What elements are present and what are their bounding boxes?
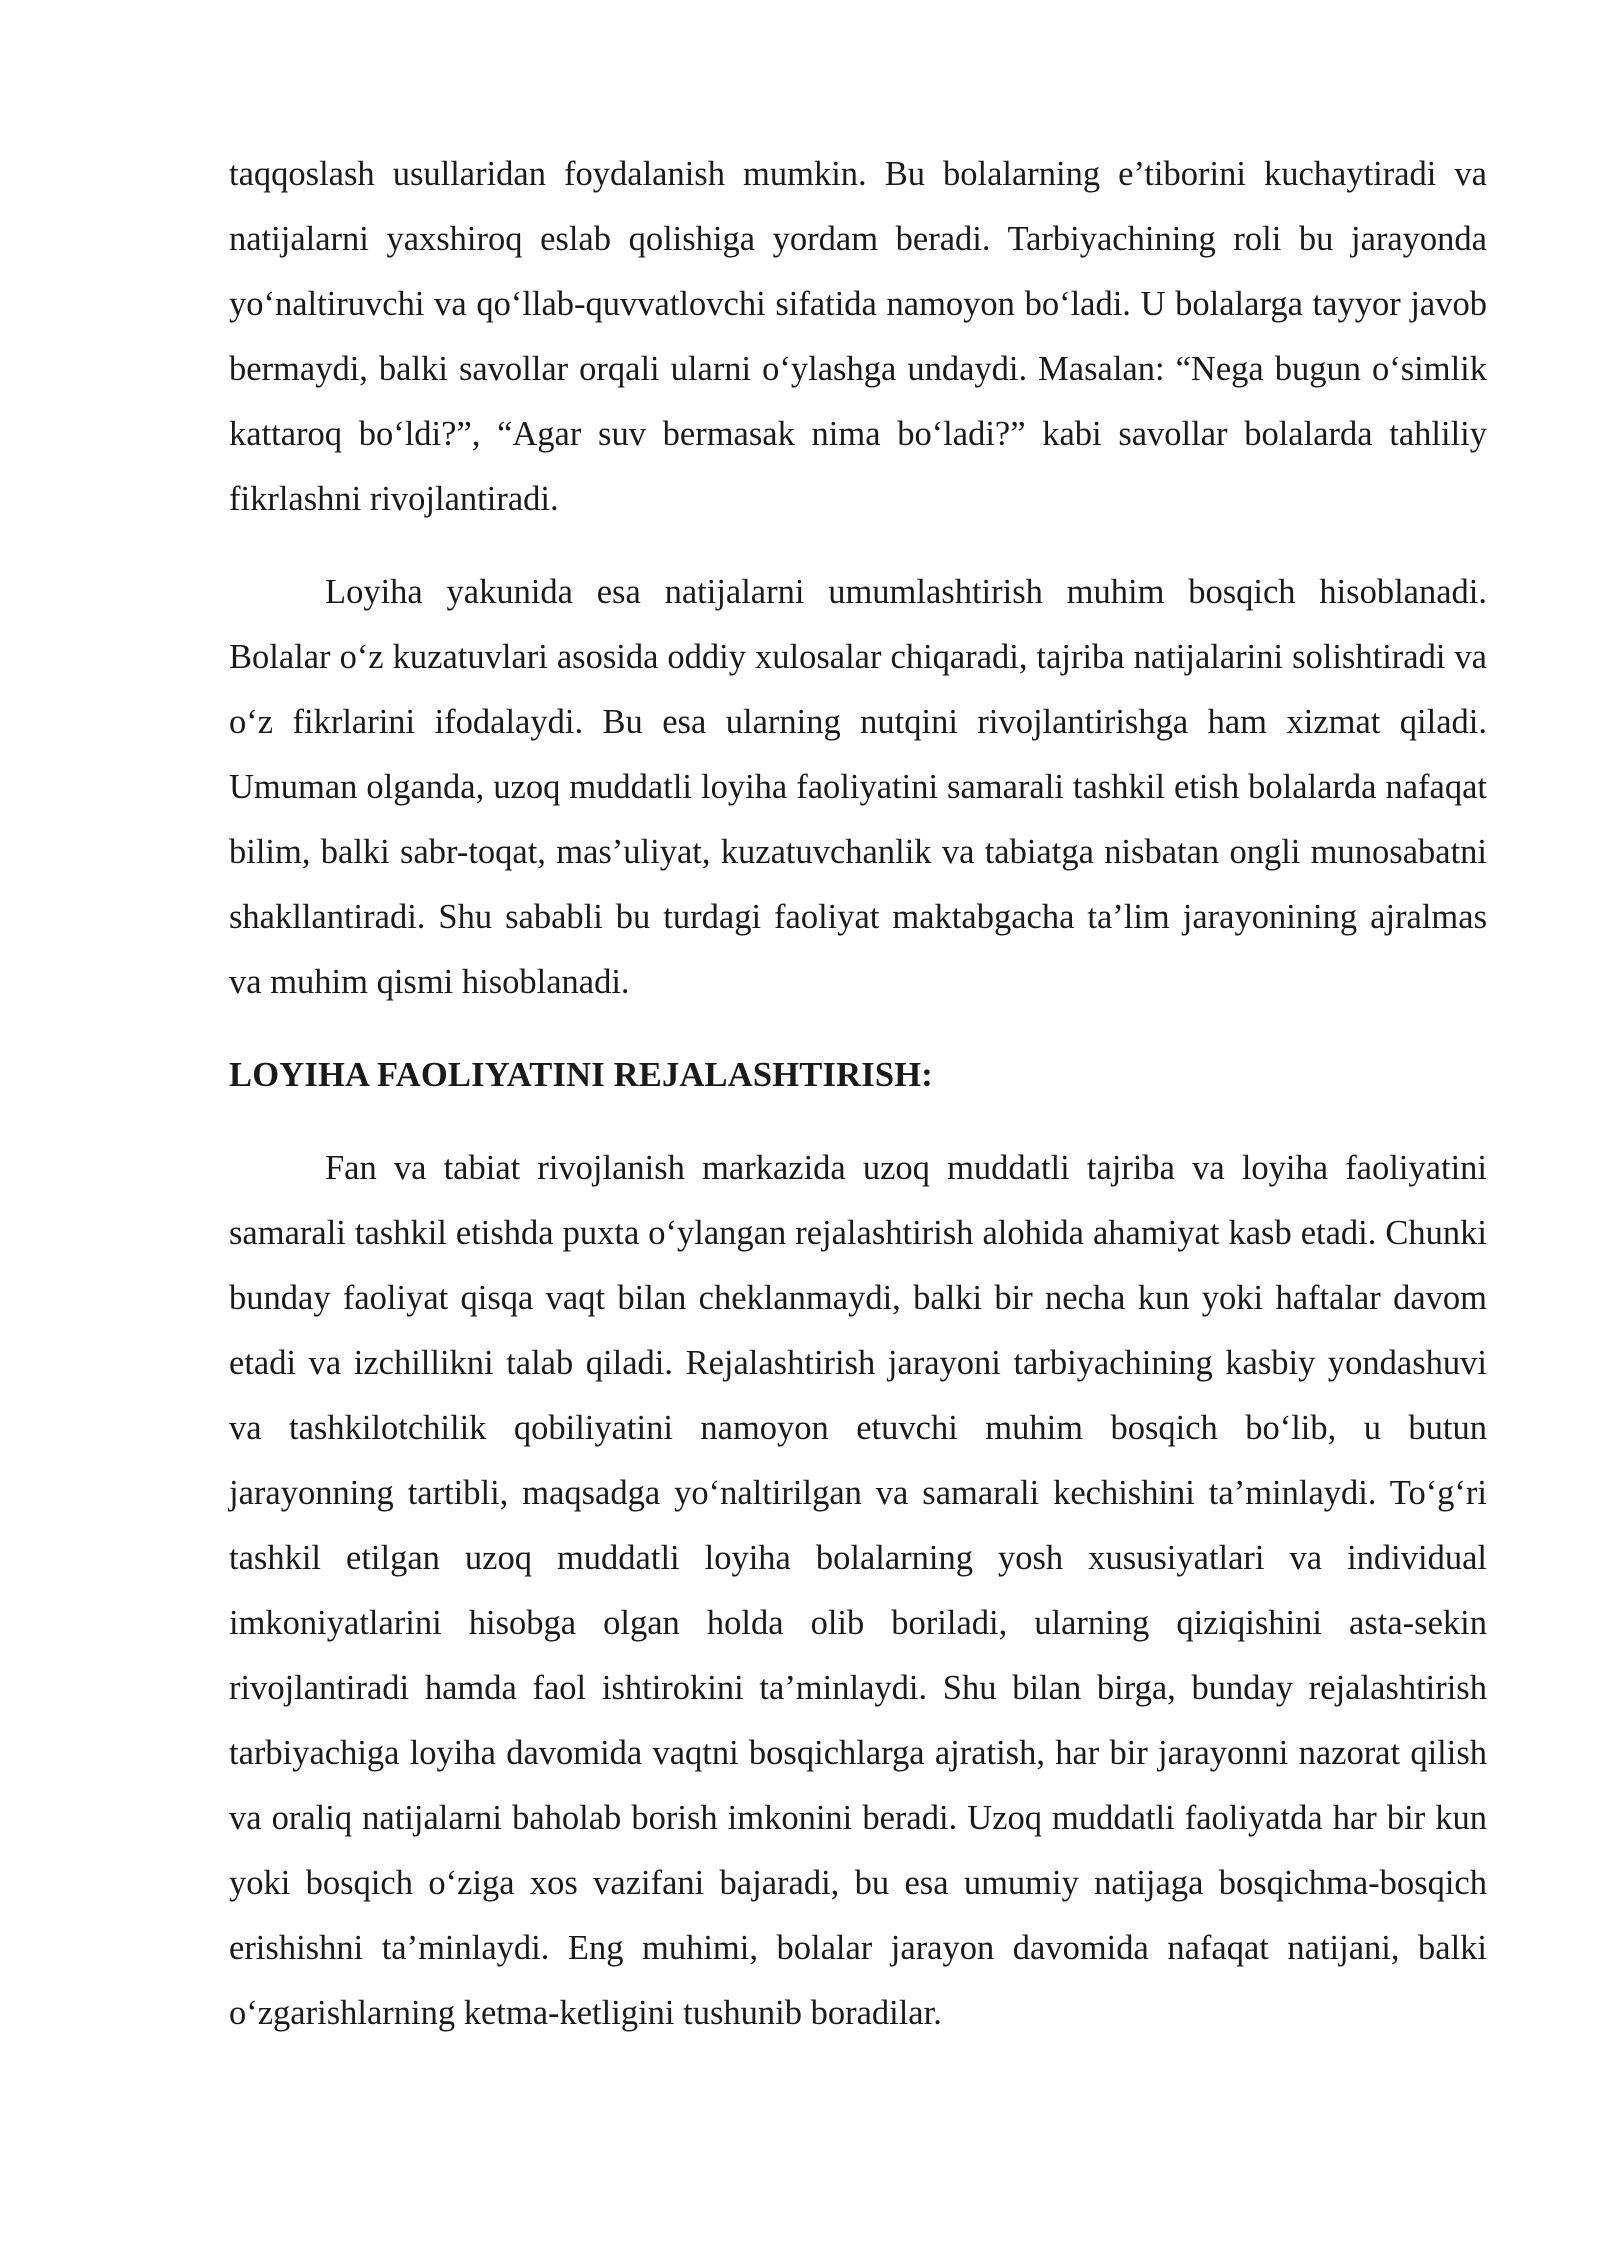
paragraph-planning: Fan va tabiat rivojlanish markazida uzoq muddatli tajriba va loyiha faoliyatini samarali tashkil etishda puxta o‘ylangan rejalashtirish alohida ahamiyat kasb etadi. Chunki bunday faoliyat qisqa vaqt bilan cheklanmaydi, balki bir necha kun yoki haftalar davom etadi va izchillikni talab qiladi. Rejalashtirish jarayoni tarbiyachining kasbiy yondashuvi va tashkilotchilik qobiliyatini namoyon etuvchi muhim bosqich bo‘lib, u butun jarayonning tartibli, maqsadga yo‘naltirilgan va samarali kechishini ta’minlaydi. To‘g‘ri tashkil etilgan uzoq muddatli loyiha bolalarning yosh xususiyatlari va individual imkoniyatlarini hisobga olgan holda olib boriladi, ularning qiziqishini asta-sekin rivojlantiradi hamda faol ishtirokini ta’minlaydi. Shu bilan birga, bunday rejalashtirish tarbiyachiga loyiha davomida vaqtni bosqichlarga ajratish, har bir jarayonni nazorat qilish va oraliq natijalarni baholab borish imkonini beradi. Uzoq muddatli faoliyatda har bir kun yoki bosqich o‘ziga xos vazifani bajaradi, bu esa umumiy natijaga bosqichma-bosqich erishishni ta’minlaydi. Eng muhimi, bolalar jarayon davomida nafaqat natijani, balki o‘zgarishlarning ketma-ketligini tushunib boradilar. — [229, 1149, 1487, 2032]
paragraph-continuation: taqqoslash usullaridan foydalanish mumkin. Bu bolalarning e’tiborini kuchaytiradi va natijalarni yaxshiroq eslab qolishiga yordam beradi. Tarbiyachining roli bu jarayonda yo‘naltiruvchi va qo‘llab-quvvatlovchi sifatida namoyon bo‘ladi. U bolalarga tayyor javob bermaydi, balki savollar orqali ularni o‘ylashga undaydi. Masalan: “Nega bugun o‘simlik kattaroq bo‘ldi?”, “Agar suv bermasak nima bo‘ladi?” kabi savollar bolalarda tahliliy fikrlashni rivojlantiradi. — [229, 155, 1487, 518]
section-heading: LOYIHA FAOLIYATINI REJALASHTIRISH: — [229, 1056, 933, 1094]
paragraph-project-conclusion: Loyiha yakunida esa natijalarni umumlashtirish muhim bosqich hisoblanadi. Bolalar o‘z kuzatuvlari asosida oddiy xulosalar chiqaradi, tajriba natijalarini solishtiradi va o‘z fikrlarini ifodalaydi. Bu esa ularning nutqini rivojlantirishga ham xizmat qiladi. Umuman olganda, uzoq muddatli loyiha faoliyatini samarali tashkil etish bolalarda nafaqat bilim, balki sabr-toqat, mas’uliyat, kuzatuvchanlik va tabiatga nisbatan ongli munosabatni shakllantiradi. Shu sababli bu turdagi faoliyat maktabgacha ta’lim jarayonining ajralmas va muhim qismi hisoblanadi. — [229, 573, 1487, 1001]
document-page — [229, 142, 1487, 2046]
